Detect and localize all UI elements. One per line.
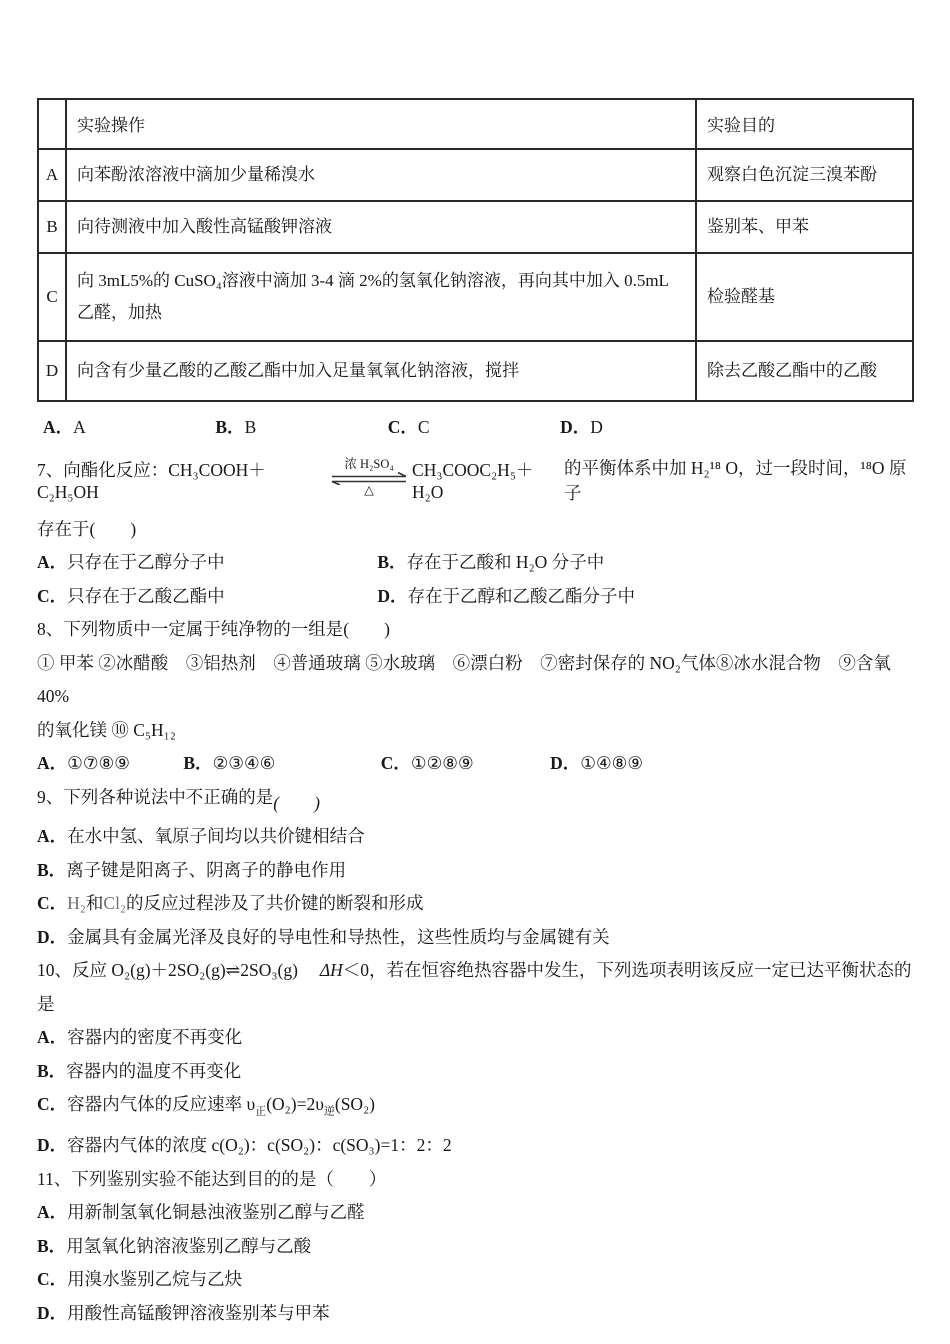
question-text: ＜0，若在恒容绝热容器中发生，下列选项表明该反应一定已达平衡状态的是	[37, 960, 912, 1014]
option-a	[37, 546, 373, 580]
option-a	[37, 820, 922, 854]
question-text: CH₃COOC₂H₅＋H₂O	[412, 459, 534, 502]
option-text: 容器内气体的反应速率 υ	[67, 1094, 256, 1115]
option-b	[37, 1055, 922, 1089]
delta-h: ΔH	[319, 960, 343, 981]
question-7-options-row1	[37, 546, 922, 580]
question-7	[37, 447, 922, 614]
answer-option-c	[388, 411, 556, 445]
purpose-cell: 鉴别苯、甲苯	[696, 201, 913, 253]
question-10	[37, 954, 922, 1163]
option-c	[37, 580, 373, 614]
answer-options-row	[43, 411, 922, 445]
option-text: 容器内的温度不再变化	[66, 1060, 242, 1081]
question-11	[37, 1163, 922, 1331]
table-row-c	[38, 253, 913, 341]
option-label: C．	[37, 1269, 68, 1290]
option-text: 和	[85, 893, 104, 914]
option-a	[37, 1196, 922, 1230]
row-letter: D	[38, 341, 66, 401]
question-8-items-line1: ① 甲苯 ②冰醋酸 ③铝热剂 ④普通玻璃 ⑤水玻璃 ⑥漂白粉 ⑦密封保存的 NO₂气体⑧冰水混合物 ⑨含氧 40%	[37, 652, 891, 707]
formula-h2: H₂	[67, 893, 86, 914]
option-text: 只存在于乙醇分子中	[67, 552, 225, 573]
option-text: 离子键是阳离子、阴离子的静电作用	[66, 859, 347, 880]
question-10-title	[37, 954, 922, 1021]
option-text: 用氢氧化钠溶液鉴别乙醇与乙酸	[66, 1235, 312, 1256]
option-text: (O₂)=2υ	[266, 1094, 324, 1115]
rate-subscript-reverse: 逆	[323, 1105, 335, 1118]
question-text: 的平衡体系中加 H₂¹⁸ O，过一段时间，¹⁸O 原子	[564, 457, 907, 503]
option-text: ①④⑧⑨	[580, 753, 644, 774]
question-8-items-line2: 的氧化镁 ⑩ C₅H₁₂	[37, 719, 176, 740]
option-label: D．	[37, 1135, 68, 1156]
option-b	[37, 1230, 922, 1264]
option-label: A．	[37, 552, 68, 573]
option-label: C．	[37, 893, 68, 914]
option-label: C．	[37, 585, 68, 606]
option-label: B．	[37, 859, 67, 880]
table-row-d	[38, 341, 913, 401]
question-text: 7、向酯化反应：CH₃COOH＋C₂H₅OH	[37, 459, 266, 502]
question-8	[37, 613, 922, 781]
question-11-title: 11、下列鉴别实验不能达到目的的是（ ）	[37, 1168, 387, 1189]
option-d	[377, 586, 635, 606]
option-label: B．	[183, 753, 213, 774]
table-header-row	[38, 99, 913, 149]
table-row-b	[38, 201, 913, 253]
question-7-equation-line	[37, 447, 922, 513]
experiment-table	[37, 98, 914, 402]
option-label: D．	[377, 585, 408, 606]
reaction-condition-top: 浓 H₂SO₄	[344, 457, 394, 472]
option-d	[550, 753, 643, 773]
option-text: 的反应过程涉及了共价键的断裂和形成	[126, 893, 424, 914]
option-a	[37, 1021, 922, 1055]
option-label: D．	[560, 417, 591, 438]
row-letter: C	[38, 253, 66, 341]
option-label: A．	[37, 753, 68, 774]
option-text: 用酸性高锰酸钾溶液鉴别苯与甲苯	[67, 1302, 330, 1323]
option-d	[37, 921, 922, 955]
option-c	[37, 887, 922, 921]
option-text: 存在于乙酸和 H₂O 分子中	[406, 552, 605, 573]
option-a	[37, 747, 179, 781]
option-text: 存在于乙醇和乙酸乙酯分子中	[407, 585, 636, 606]
option-text: ②③④⑥	[212, 753, 276, 774]
row-letter: B	[38, 201, 66, 253]
question-8-title: 8、下列物质中一定属于纯净物的一组是( )	[37, 619, 390, 640]
option-label: D．	[37, 926, 68, 947]
question-8-options-row	[37, 747, 922, 781]
formula-cl2: Cl₂	[103, 893, 127, 914]
rate-subscript-forward: 正	[255, 1105, 267, 1118]
option-text: A	[73, 417, 86, 438]
option-label: A．	[37, 1027, 68, 1048]
header-letter-cell	[38, 99, 66, 149]
option-label: D．	[37, 1302, 68, 1323]
option-text: 在水中氢、氧原子间均以共价键相结合	[67, 826, 365, 847]
option-label: D．	[550, 753, 581, 774]
purpose-cell: 检验醛基	[696, 253, 913, 341]
option-text: 用溴水鉴别乙烷与乙炔	[67, 1269, 243, 1290]
option-text: ①②⑧⑨	[410, 753, 474, 774]
question-text: 9、下列各种说法中不正确的是	[37, 786, 274, 807]
option-text: 只存在于乙酸乙酯中	[67, 585, 225, 606]
option-b	[377, 552, 604, 572]
header-purpose-cell: 实验目的	[696, 99, 913, 149]
option-d	[37, 1129, 922, 1163]
option-label: B．	[37, 1235, 67, 1256]
operation-cell: 向 3mL5%的 CuSO₄溶液中滴加 3-4 滴 2%的氢氧化钠溶液，再向其中加入 0.5mL 乙醛，加热	[66, 253, 696, 341]
option-text: ①⑦⑧⑨	[67, 753, 130, 774]
question-7-line2: 存在于( )	[37, 518, 137, 539]
option-c	[381, 747, 546, 781]
answer-option-a	[43, 411, 211, 445]
question-9-title	[37, 781, 922, 821]
option-label: B．	[215, 417, 245, 438]
option-label: A．	[43, 417, 74, 438]
option-text: 容器内的密度不再变化	[67, 1027, 243, 1048]
answer-option-d	[560, 411, 603, 445]
purpose-cell: 观察白色沉淀三溴苯酚	[696, 149, 913, 201]
answer-option-b	[215, 411, 383, 445]
header-operation-cell: 实验操作	[66, 99, 696, 149]
option-c	[37, 1263, 922, 1297]
option-c	[37, 1088, 922, 1129]
option-text: B	[244, 417, 257, 438]
table-row-a	[38, 149, 913, 201]
option-text: 用新制氢氧化铜悬浊液鉴别乙醇与乙醛	[67, 1202, 365, 1223]
option-label: A．	[37, 1202, 68, 1223]
reaction-conditions	[329, 458, 409, 498]
option-label: A．	[37, 826, 68, 847]
option-d	[37, 1297, 922, 1331]
option-label: C．	[380, 753, 411, 774]
option-label: C．	[387, 417, 418, 438]
operation-cell: 向苯酚浓溶液中滴加少量稀溴水	[66, 149, 696, 201]
option-b	[37, 854, 922, 888]
question-text: 10、反应 O₂(g)＋2SO₂(g)⇌2SO₃(g)	[37, 960, 320, 981]
option-b	[183, 747, 376, 781]
option-label: C．	[37, 1094, 68, 1115]
reaction-condition-bottom: △	[364, 482, 374, 497]
option-text: D	[590, 417, 603, 438]
option-text: 金属具有金属光泽及良好的导电性和导热性，这些性质均与金属键有关	[67, 926, 610, 947]
option-text: C	[417, 417, 430, 438]
purpose-cell: 除去乙酸乙酯中的乙酸	[696, 341, 913, 401]
row-letter: A	[38, 149, 66, 201]
operation-cell: 向含有少量乙酸的乙酸乙酯中加入足量氧氧化钠溶液，搅拌	[66, 341, 696, 401]
question-7-options-row2	[37, 580, 922, 614]
option-text: 容器内气体的浓度 c(O₂)：c(SO₂)：c(SO₃)=1：2：2	[67, 1135, 452, 1156]
option-label: B．	[37, 1060, 67, 1081]
question-9	[37, 781, 922, 955]
option-text: (SO₂)	[334, 1094, 376, 1115]
answer-blank-parens: ( )	[273, 792, 320, 813]
operation-cell: 向待测液中加入酸性高锰酸钾溶液	[66, 201, 696, 253]
option-label: B．	[377, 552, 407, 573]
